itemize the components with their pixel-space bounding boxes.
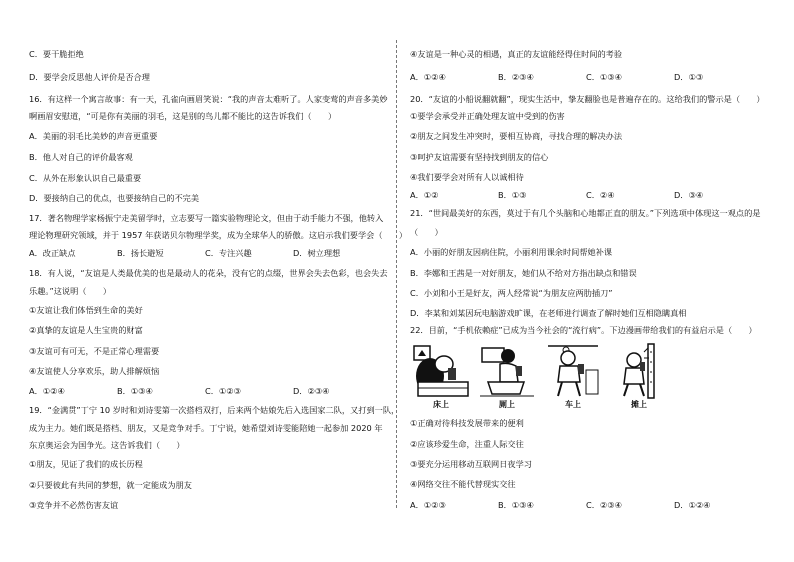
q15-option-c: C．要干脆拒绝 bbox=[29, 49, 84, 59]
q15-option-d: D．要学会反思他人评价是否合理 bbox=[29, 72, 150, 82]
q21-option-d: D．李某和刘某因玩电脑游戏旷课，在老师进行调查了解时她们互相隐瞒真相 bbox=[410, 308, 687, 318]
q19-stem-line3: 东京奥运会为国争光。这告诉我们（ ） bbox=[29, 440, 185, 450]
q19-option-b: B．②③④ bbox=[498, 72, 534, 82]
comic-caption-toilet: 厕上 bbox=[499, 400, 515, 409]
q18-stem-line2: 乐趣。”这说明（ ） bbox=[29, 286, 112, 296]
q20-stem: 20．“友谊的小船说翻就翻”，现实生活中，挚友翻脸也是普遍存在的。这给我们的警示是（ ） bbox=[410, 94, 765, 104]
comic-caption-bus: 车上 bbox=[565, 400, 581, 409]
q19-statement-2: ②只要彼此有共同的梦想，就一定能成为朋友 bbox=[29, 480, 192, 490]
q18-statement-1: ①友谊让我们体悟到生命的美好 bbox=[29, 305, 143, 315]
bed-scene-image bbox=[412, 342, 470, 400]
q19-option-d: D．①③ bbox=[674, 72, 704, 82]
street-scene-image bbox=[610, 342, 668, 400]
q22-stem: 22．目前，“手机依赖症”已成为当今社会的“流行病”。下边漫画带给我们的有益启示是（ ） bbox=[410, 325, 757, 335]
q16-stem-line2: 啊画眉安慰道，“可是你有美丽的羽毛，这是别的鸟儿都不能比的这告诉我们（ ） bbox=[29, 111, 337, 121]
comic-panel-toilet bbox=[478, 342, 536, 414]
q20-option-d: D．③④ bbox=[674, 190, 704, 200]
q17-options bbox=[29, 248, 381, 258]
q19-options bbox=[410, 72, 762, 82]
q20-option-b: B．①③ bbox=[498, 190, 527, 200]
comic-caption-street: 摊上 bbox=[631, 400, 647, 409]
q20-statement-1: ①要学会承受并正确处理友谊中受到的伤害 bbox=[410, 111, 565, 121]
q22-statement-3: ③要充分运用移动互联网日夜学习 bbox=[410, 459, 532, 469]
q17-option-b: B．扬长避短 bbox=[117, 248, 164, 258]
q22-option-c: C．②③④ bbox=[586, 500, 622, 510]
q16-option-d: D．要接纳自己的优点，也要接纳自己的不完美 bbox=[29, 193, 200, 203]
q21-option-c: C．小刘和小王是好友，两人经常说“为朋友应两肋插刀” bbox=[410, 288, 613, 298]
q18-option-d: D．②③④ bbox=[293, 386, 330, 396]
q20-statement-2: ②朋友之间发生冲突时，要相互协商，寻找合理的解决办法 bbox=[410, 131, 623, 141]
q16-option-a: A．美丽的羽毛比美妙的声音更重要 bbox=[29, 131, 158, 141]
q17-stem-line2: 理论物理研究领域，并于 1957 年获诺贝尔物理学奖，成为全球华人的骄傲。这启示我们要学会（ ） bbox=[29, 230, 408, 240]
q20-statement-3: ③呵护友谊需要有坚持找到朋友的信心 bbox=[410, 152, 549, 162]
q19-stem-line1: 19．“金满贯”丁宁 10 岁时和刘诗雯第一次搭档双打，后来两个姑娘先后入选国家二队，又打到一队， bbox=[29, 405, 400, 415]
q18-stem-line1: 18．有人说，“友谊是人类最优美的也是最动人的花朵，没有它的点缀，世界会失去色彩，也会失去 bbox=[29, 268, 388, 278]
q22-option-d: D．①②④ bbox=[674, 500, 711, 510]
q17-stem-line1: 17．著名物理学家杨振宁走美留学时，立志要写一篇实验物理论文，但由于动手能力不强，他转入 bbox=[29, 213, 384, 223]
q22-statement-2: ②应该珍爱生命，注重人际交往 bbox=[410, 439, 524, 449]
q21-stem-line2: （ ） bbox=[410, 227, 443, 237]
q19-option-c: C．①③④ bbox=[586, 72, 622, 82]
q22-statement-4: ④网络交往不能代替现实交往 bbox=[410, 479, 516, 489]
q18-options bbox=[29, 386, 381, 396]
q18-statement-2: ②真挚的友谊是人生宝贵的财富 bbox=[29, 325, 143, 335]
q16-option-c: C．从外在形象认识自己最重要 bbox=[29, 173, 142, 183]
comic-panel-bed bbox=[412, 342, 470, 414]
q21-option-b: B．李娜和王茜是一对好朋友，她们从不给对方指出缺点和错误 bbox=[410, 268, 637, 278]
q18-statement-4: ④友谊使人分享欢乐，助人排解烦恼 bbox=[29, 366, 160, 376]
toilet-scene-image bbox=[478, 342, 536, 400]
q21-option-a: A．小丽的好朋友因病住院，小丽利用课余时间帮她补课 bbox=[410, 247, 613, 257]
column-divider bbox=[396, 40, 397, 508]
q17-option-d: D．树立理想 bbox=[293, 248, 341, 258]
q22-options bbox=[410, 500, 762, 510]
q18-statement-3: ③友谊可有可无，不是正常心理需要 bbox=[29, 346, 160, 356]
q20-options bbox=[410, 190, 762, 200]
bus-scene-image bbox=[544, 342, 602, 400]
comic-panel-street bbox=[610, 342, 668, 414]
q18-option-b: B．①③④ bbox=[117, 386, 153, 396]
phone-addiction-comic bbox=[410, 342, 670, 414]
q16-option-b: B．他人对自己的评价最客观 bbox=[29, 152, 133, 162]
comic-caption-bed: 床上 bbox=[433, 400, 449, 409]
q18-option-a: A．①②④ bbox=[29, 386, 65, 396]
q22-statement-1: ①正确对待科技发展带来的便利 bbox=[410, 418, 524, 428]
q16-stem-line1: 16．有这样一个寓言故事：有一天，孔雀向画眉笑说：“我的声音太难听了。人家变莺的声音多美妙 bbox=[29, 94, 388, 104]
q21-stem-line1: 21．“世间最美好的东西，莫过于有几个头脑和心地都正直的朋友。”下列选项中体现这一观点的是 bbox=[410, 208, 761, 218]
q20-option-a: A．①② bbox=[410, 190, 439, 200]
q20-statement-4: ④我们要学会对所有人以诚相待 bbox=[410, 172, 524, 182]
q19-statement-3: ③竞争并不必然伤害友谊 bbox=[29, 500, 119, 510]
q20-option-c: C．②④ bbox=[586, 190, 615, 200]
q19-stem-line2: 成为主力。她们既是搭档、朋友，又是竞争对手。丁宁说，她希望刘诗雯能陪她一起参加 2020 年 bbox=[29, 423, 383, 433]
q19-statement-1: ①朋友，见证了我们的成长历程 bbox=[29, 459, 143, 469]
q22-option-a: A．①②③ bbox=[410, 500, 446, 510]
q17-option-a: A．改正缺点 bbox=[29, 248, 76, 258]
q17-option-c: C．专注兴趣 bbox=[205, 248, 252, 258]
comic-panel-bus bbox=[544, 342, 602, 414]
q22-option-b: B．①③④ bbox=[498, 500, 534, 510]
q18-option-c: C．①②③ bbox=[205, 386, 241, 396]
q19-option-a: A．①②④ bbox=[410, 72, 446, 82]
q19-statement-4: ④友谊是一种心灵的相遇，真正的友谊能经得住时间的考验 bbox=[410, 49, 623, 59]
